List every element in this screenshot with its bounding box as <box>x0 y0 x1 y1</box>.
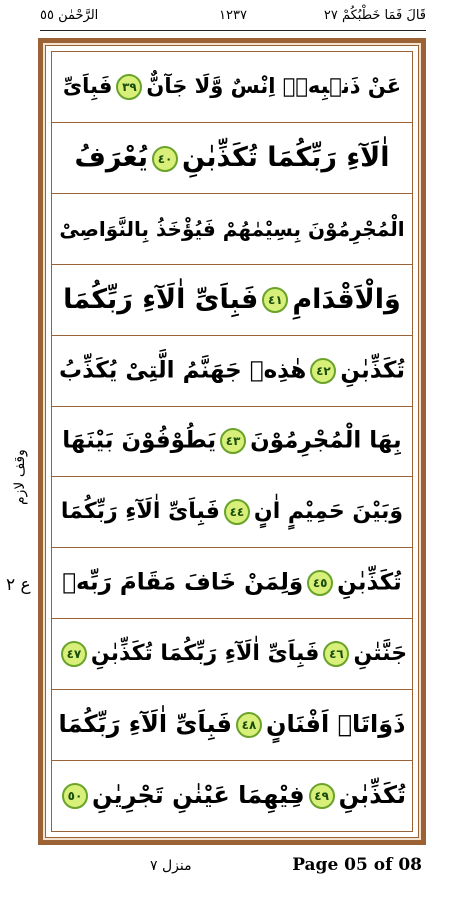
ruku-marker: ع ٢ <box>6 575 31 595</box>
header-juz-title: قَالَ فَمَا خَطْبُكُمْ ٢٧ <box>323 8 426 23</box>
verse-text-continued: وَلِمَنْ خَافَ مَقَامَ رَبِّهٖ <box>62 569 304 596</box>
verse-text-continued: فَبِاَیِّ اٰلَآءِ رَبِّكُمَا <box>58 710 232 739</box>
verse-line <box>52 52 412 123</box>
verse-text-continued: فَبِاَیِّ اٰلَآءِ رَبِّكُمَا <box>63 283 259 315</box>
verse-line-text <box>63 74 401 100</box>
verse-text-continued: فِیْهِمَا عَیْنٰنِ تَجْرِیٰنِ <box>91 781 305 810</box>
page-indicator: Page 05 of 08 <box>292 855 422 875</box>
verse-text: وَبَیْنَ حَمِیْمٍ اٰنٍ <box>253 499 404 525</box>
page-header <box>40 6 426 32</box>
ayah-number-marker: ٤٧ <box>61 641 87 667</box>
header-surah-title: الرَّحْمٰن ٥٥ <box>40 8 99 23</box>
ayah-number-marker: ٣٩ <box>116 74 142 100</box>
verse-line <box>52 690 412 761</box>
verse-text: جَنَّتٰنِ <box>353 641 408 667</box>
verse-line <box>52 123 412 194</box>
verse-text-continued: فَبِاَیِّ اٰلَآءِ رَبِّكُمَا <box>60 499 220 525</box>
verse-line-text <box>62 428 401 454</box>
verse-line <box>52 265 412 336</box>
verse-line <box>52 761 412 831</box>
ayah-number-marker: ٤٣ <box>220 428 246 454</box>
verse-line <box>52 194 412 265</box>
verse-text: اٰلَآءِ رَبِّكُمَا تُكَذِّبٰنِ <box>182 142 390 174</box>
verse-text: الْمُجْرِمُوْنَ بِسِیْمٰهُمْ فَیُؤْخَذُ بِالنَّوَاصِیْ <box>59 216 405 241</box>
verse-text: تُكَذِّبٰنِ <box>337 569 402 596</box>
ayah-number-marker: ٥٠ <box>62 783 88 809</box>
text-area <box>51 51 413 832</box>
header-page-number: ١٢٣٧ <box>219 8 247 23</box>
ayah-number-marker: ٤٤ <box>224 499 250 525</box>
verse-line-text <box>57 641 407 667</box>
ayah-number-marker: ٤١ <box>262 287 288 313</box>
verse-line-text <box>59 216 405 241</box>
verse-text-continued: یَطُوْفُوْنَ بَیْنَهَا <box>62 427 217 454</box>
waqf-lazim-note: وقف لازم <box>12 449 28 505</box>
header-divider <box>40 30 426 31</box>
ayah-number-marker: ٤٠ <box>152 146 178 172</box>
verse-line-text <box>63 283 401 315</box>
verse-line <box>52 548 412 619</box>
ayah-number-marker: ٤٩ <box>309 783 335 809</box>
ayah-number-marker: ٤٥ <box>307 570 333 596</box>
verse-text-continued: یُعْرَفُ <box>74 142 149 174</box>
ayah-number-marker: ٤٢ <box>310 358 336 384</box>
verse-line-text <box>61 499 403 525</box>
verse-line-text <box>74 144 389 172</box>
verse-line <box>52 477 412 548</box>
ayah-number-marker: ٤٦ <box>323 641 349 667</box>
verse-line-text <box>59 358 405 384</box>
quran-page-frame <box>38 38 426 845</box>
verse-text: ذَوَاتَاۤ اَفْنَانٍ <box>266 710 406 739</box>
verse-text-continued: هٰذِهٖ جَهَنَّمُ الَّتِیْ یُكَذِّبُ <box>58 357 307 384</box>
verse-line-text <box>62 570 402 596</box>
verse-text: عَنْ ذَنۢبِهٖۤ اِنْسٌ وَّلَا جَآنٌّ <box>146 73 402 98</box>
verse-text: تُكَذِّبٰنِ <box>338 781 407 810</box>
verse-line-text <box>59 712 406 738</box>
verse-text-continued: فَبِاَیِّ اٰلَآءِ رَبِّكُمَا تُكَذِّبٰنِ <box>90 641 320 667</box>
manzil-label: منزل ٧ <box>150 858 192 874</box>
verse-text: تُكَذِّبٰنِ <box>340 357 406 384</box>
verse-text-continued: فَبِاَیِّ <box>62 73 113 98</box>
verse-lines <box>52 52 412 831</box>
verse-line <box>52 619 412 690</box>
verse-line <box>52 407 412 478</box>
verse-text: وَالْاَقْدَامِ <box>292 283 401 315</box>
verse-text: بِهَا الْمُجْرِمُوْنَ <box>250 427 402 454</box>
verse-line-text <box>58 783 406 809</box>
verse-line <box>52 336 412 407</box>
ayah-number-marker: ٤٨ <box>236 712 262 738</box>
